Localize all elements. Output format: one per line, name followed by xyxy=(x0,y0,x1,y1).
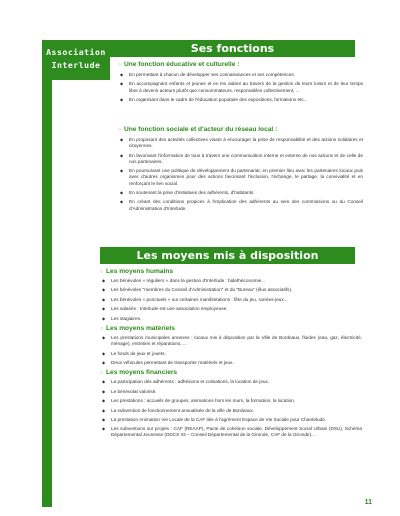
list-item: ◆ La subvention de fonctionnement annualisée de la ville de Bordeaux. xyxy=(100,408,362,414)
list-item: ◆ Les bénévoles "membres du Conseil d'Administration" et du "Bureau" (élus associatifs). xyxy=(100,287,362,293)
circle-icon: ○ xyxy=(118,127,122,133)
list-item: ◆ En permettant à chacun de développer ses connaissances et ses compétences. xyxy=(118,72,363,78)
list-item: ◆ Le bénévolat valorisé. xyxy=(100,389,362,395)
circle-icon: ○ xyxy=(100,370,104,377)
moyens-materiels-title: Les moyens matériels xyxy=(106,324,175,332)
left-green-bar xyxy=(42,40,52,507)
moyens-financiers-title: Les moyens financiers xyxy=(106,369,178,377)
header-ses-fonctions: Ses fonctions xyxy=(110,40,355,57)
list-item: ◆ Les bénévoles « réguliers » dans la gestion d'Interlude : bidethéconomie... xyxy=(100,278,362,284)
moyens-humains-list xyxy=(100,278,362,322)
list-item: ◆ Les prestations : accueils de groupes, animations hors les murs, la formation, la location. xyxy=(100,398,362,404)
moyens-humains-title: Les moyens humains xyxy=(106,268,174,275)
section-educative-title: Une fonction éducative et culturelle : xyxy=(124,61,240,68)
list-item: ◆ Les salariés : Interlude est une association employeuse. xyxy=(100,306,362,312)
section-educative-list xyxy=(118,72,363,103)
association-label xyxy=(42,40,110,80)
circle-icon: ○ xyxy=(100,325,104,332)
section-sociale xyxy=(118,126,363,215)
section-educative xyxy=(118,61,363,106)
section-sociale-list xyxy=(118,137,363,212)
circle-icon: ○ xyxy=(118,62,122,68)
association-line2: Interlude xyxy=(51,60,101,70)
circle-icon: ○ xyxy=(100,269,104,275)
list-item: ◆ En accompagnant enfants et jeunes et en les aidant au travers de la gestion de leurs loisirs et de leur temps libre à devenir acteurs plutôt que consommateurs, responsables collectivement, ... xyxy=(118,81,363,93)
list-item: ◆ Les bénévoles « ponctuels » sur certaines manifestations : fête du jeu, soirées-jeux... xyxy=(100,297,362,303)
list-item: ◆ Les prestations municipales annexes : locaux mis à disposition par la Ville de Bordeaux, fluides (eau, gaz, électricité, ménage), entretien et réparations, ... xyxy=(100,335,362,347)
list-item: ◆ En favorisant l'information de tous à travers une communication interne et externe de nos actions et de celle de nos partenaires. xyxy=(118,153,363,165)
section-sociale-title: Une fonction sociale et d'acteur du réseau local : xyxy=(124,126,278,133)
list-item: ◆ Les stagiaires. xyxy=(100,316,362,322)
list-item: ◆ En créant des conditions propices à l'implication des adhérents au sein des commissions ou du Conseil d'Administration d'Interlude. xyxy=(118,199,363,211)
list-item: ◆ Les subventions sur projets : CAF (REAAP), Pacte de cohésion sociale, Développement Social Urbain (DSU), Schéma Départemental Jeunesse (DDCS 33 – Conseil Départemental de la Gironde, CAF de la Gironde)... xyxy=(100,426,362,438)
header-moyens: Les moyens mis à disposition xyxy=(100,247,355,264)
list-item: ◆ En organisant dans le cadre de l'éducation populaire des expositions, formations etc... xyxy=(118,97,363,103)
list-item: ◆ Deux véhicules permettant de transporter matériels et jeux. xyxy=(100,360,362,366)
list-item: ◆ En proposant des activités collectives visant à encourager la prise de responsabilité et des actions solidaires et citoyennes. xyxy=(118,137,363,149)
list-item: ◆ En soutenant la prise d'initiatives des adhérents, d'habitants. xyxy=(118,190,363,196)
list-item: ◆ En poursuivant une politique de développement du partenariat, en premier lieu avec les partenaires locaux puis avec d'autres organismes pour des actions favorisant l'inclusion, l'échange, le partage, la convivialité et en renforçant le lien social. xyxy=(118,168,363,187)
section-moyens xyxy=(100,268,362,442)
list-item: ◆ La participation des adhérents : adhésions et cotisations, la location de jeux. xyxy=(100,379,362,385)
list-item: ◆ Le fonds de jeux et jouets. xyxy=(100,351,362,357)
page-number: 11 xyxy=(364,499,372,506)
moyens-financiers-list xyxy=(100,379,362,438)
list-item: ◆ La prestation Animation Vie Locale de la CAF liée à l'agrément Espace de Vie Sociale pour Chantelude. xyxy=(100,417,362,423)
association-line1: Association xyxy=(46,47,106,57)
moyens-materiels-list xyxy=(100,335,362,366)
